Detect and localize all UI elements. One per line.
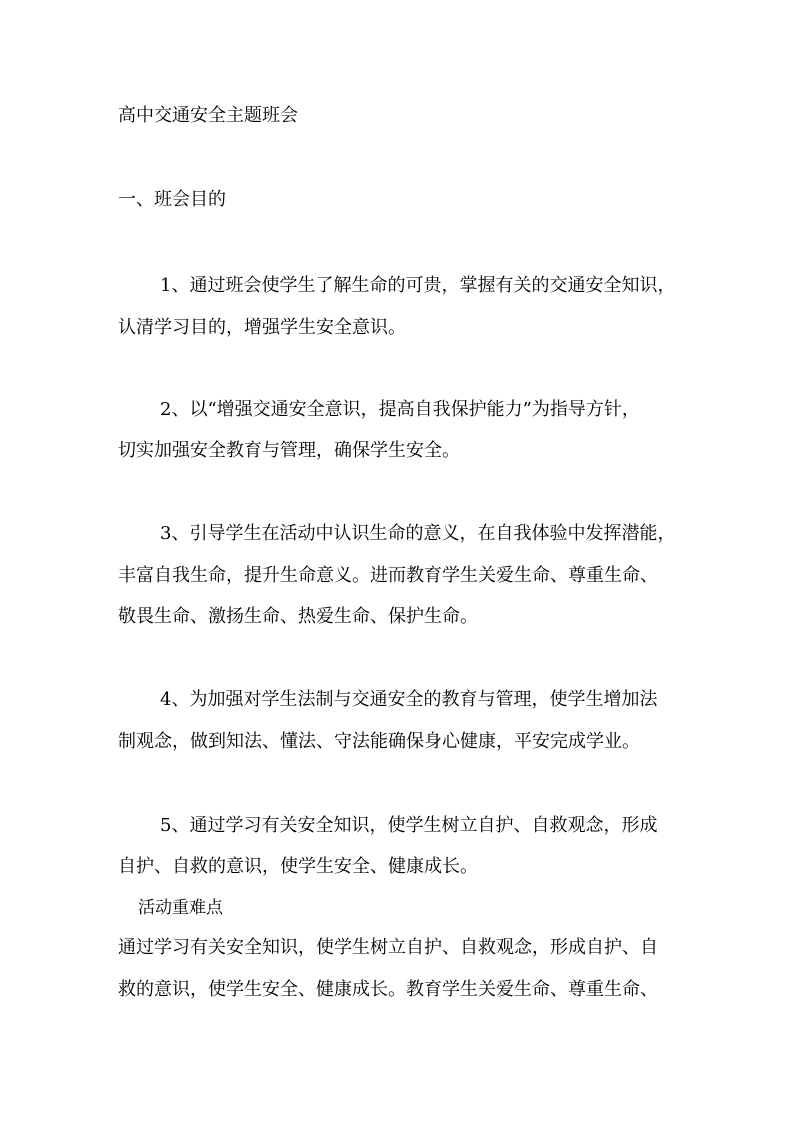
paragraph-line: 3、引导学生在活动中认识生命的意义，在自我体验中发挥潜能， [160,523,676,544]
paragraph-line: 4、为加强对学生法制与交通安全的教育与管理，使学生增加法 [160,689,658,710]
paragraph-line: 5、通过学习有关安全知识，使学生树立自护、自救观念，形成 [160,815,658,836]
document-title: 高中交通安全主题班会 [118,105,298,126]
section-heading-purpose: 一、班会目的 [118,189,226,210]
paragraph-line: 自护、自救的意识，使学生安全、健康成长。 [118,856,478,877]
section-heading-key-points: 活动重难点 [138,898,223,918]
paragraph-line: 2、以“增强交通安全意识，提高自我保护能力”为指导方针， [160,399,640,420]
paragraph-line: 制观念，做到知法、懂法、守法能确保身心健康，平安完成学业。 [118,731,640,752]
paragraph-line: 丰富自我生命，提升生命意义。进而教育学生关爱生命、尊重生命、 [118,565,658,586]
paragraph-line: 认清学习目的，增强学生安全意识。 [118,317,406,338]
paragraph-line: 通过学习有关安全知识，使学生树立自护、自救观念，形成自护、自 [118,937,658,958]
paragraph-line: 敬畏生命、激扬生命、热爱生命、保护生命。 [118,606,478,627]
paragraph-line: 救的意识，使学生安全、健康成长。教育学生关爱生命、尊重生命、 [118,979,658,1000]
paragraph-line: 1、通过班会使学生了解生命的可贵，掌握有关的交通安全知识， [160,275,676,296]
paragraph-line: 切实加强安全教育与管理，确保学生安全。 [118,440,460,461]
